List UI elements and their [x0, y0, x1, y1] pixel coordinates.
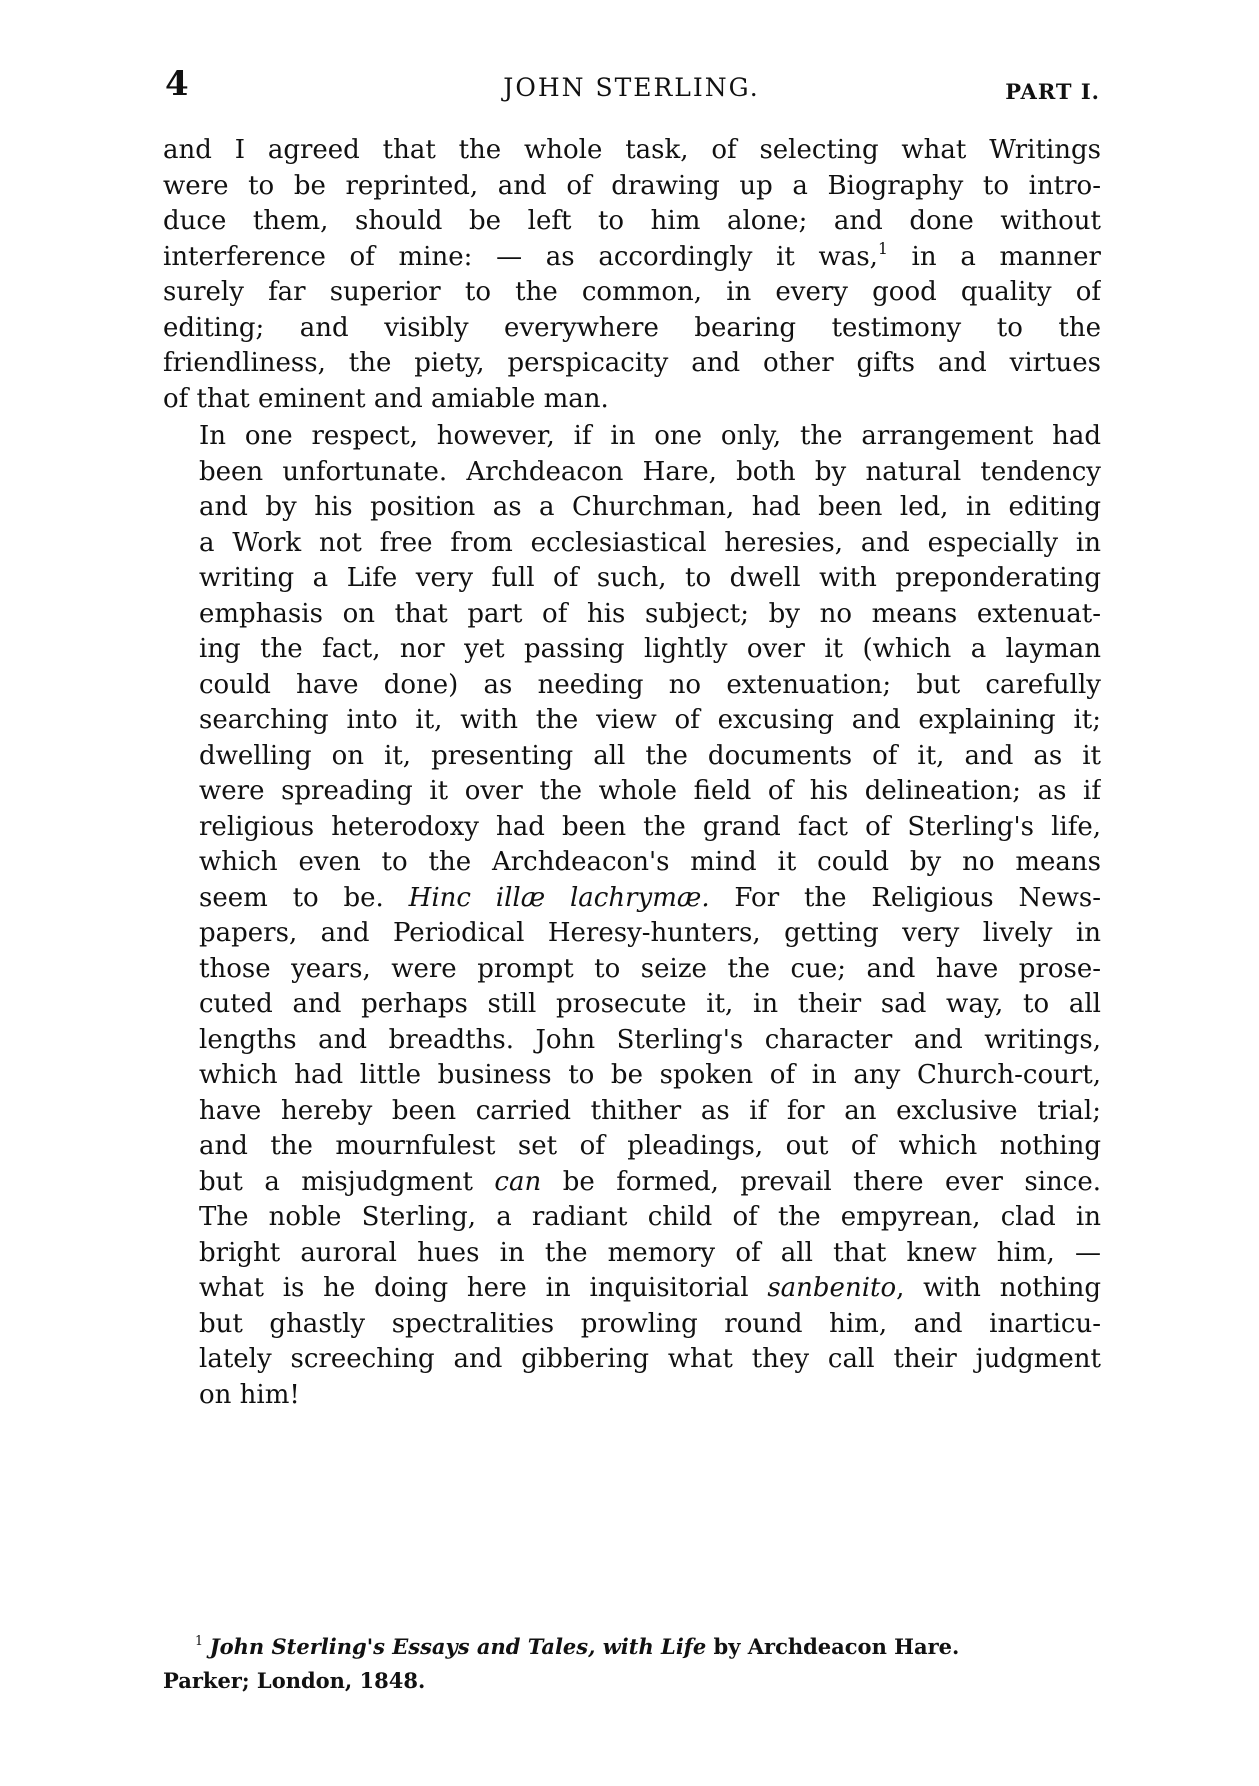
text-line: a Work not free from ecclesiastical heresies, and especially in: [199, 527, 1101, 558]
text-line: have hereby been carried thither as if for an exclusive trial;: [199, 1095, 1101, 1126]
text-line: on him!: [199, 1379, 300, 1410]
text-line: friendliness, the piety, perspicacity and other gifts and virtues: [163, 348, 1101, 378]
text-segment: , with nothing: [896, 1273, 1101, 1303]
text-segment: For the Religious News-: [709, 882, 1101, 913]
text-segment: be formed, prevail there ever since.: [541, 1166, 1101, 1197]
paragraph-2: [163, 419, 1101, 1413]
emphasis: sanbenito: [767, 1273, 897, 1303]
footnote-book-title: John Sterling's Essays and Tales, with Life: [209, 1634, 707, 1659]
footnote-line: Parker; London, 1848.: [163, 1668, 426, 1693]
text-line: [163, 881, 1101, 917]
footnote: [163, 1630, 1101, 1697]
text-line: were spreading it over the whole field of his delineation; as if: [199, 776, 1101, 806]
part-label: PART I.: [1005, 79, 1100, 104]
text-segment: what is he doing here in inquisitorial: [199, 1273, 768, 1303]
text-line: surely far superior to the common, in every good quality of: [163, 277, 1101, 307]
text-line: which even to the Archdeacon's mind it could by no means: [199, 847, 1101, 877]
text-segment: interference of mine: — as accordingly it was,: [163, 241, 878, 272]
text-line: religious heterodoxy had been the grand fact of Sterling's life,: [199, 811, 1101, 842]
paragraph-1: [163, 133, 1101, 417]
text-line: In one respect, however, if in one only, the arrangement had: [199, 421, 1101, 451]
text-line: those years, were prompt to seize the cue; and have prose-: [199, 953, 1101, 984]
text-line: ing the fact, nor yet passing lightly over it (which a layman: [199, 634, 1101, 664]
footnote-author: by Archdeacon Hare.: [706, 1634, 960, 1659]
running-head: [163, 64, 1100, 114]
text-line: [163, 1271, 1101, 1307]
text-line: [163, 1165, 1101, 1201]
emphasis: can: [494, 1166, 542, 1197]
text-line: The noble Sterling, a radiant child of the empyrean, clad in: [199, 1202, 1101, 1232]
footnote-marker: 1: [195, 1633, 204, 1649]
text-line: could have done) as needing no extenuation; but carefully: [199, 669, 1101, 700]
running-title: JOHN STERLING.: [503, 73, 760, 102]
text-line: [163, 240, 1101, 276]
text-line: of that eminent and amiable man.: [163, 383, 609, 414]
text-line: which had little business to be spoken of in any Church-court,: [199, 1060, 1101, 1090]
text-line: and by his position as a Churchman, had been led, in editing: [199, 492, 1101, 522]
text-line: cuted and perhaps still prosecute it, in their sad way, to all: [199, 989, 1101, 1019]
text-line: and the mournfulest set of pleadings, out of which nothing: [199, 1131, 1101, 1161]
text-line: been unfortunate. Archdeacon Hare, both by natural tendency: [199, 456, 1101, 487]
latin-quotation: Hinc illæ lachrymæ.: [408, 882, 710, 913]
text-line: but ghastly spectralities prowling round him, and inarticu-: [199, 1308, 1101, 1339]
text-line: lengths and breadths. John Sterling's character and writings,: [199, 1024, 1101, 1055]
text-line: writing a Life very full of such, to dwell with preponderating: [199, 563, 1101, 593]
text-line: duce them, should be left to him alone; and done without: [163, 206, 1101, 236]
text-line: lately screeching and gibbering what they call their judgment: [199, 1344, 1101, 1374]
text-line: were to be reprinted, and of drawing up a Biography to intro-: [163, 170, 1101, 201]
text-segment: but a misjudgment: [199, 1166, 495, 1197]
text-segment: in a manner: [887, 241, 1101, 272]
text-segment: seem to be.: [199, 882, 409, 913]
text-line: searching into it, with the view of excusing and explaining it;: [199, 705, 1101, 735]
text-line: bright auroral hues in the memory of all that knew him, —: [199, 1237, 1101, 1268]
footnote-line: [163, 1630, 1101, 1664]
footnote-reference: 1: [877, 239, 888, 258]
text-line: editing; and visibly everywhere bearing testimony to the: [163, 312, 1101, 343]
text-line: and I agreed that the whole task, of selecting what Writings: [163, 135, 1101, 165]
text-line: emphasis on that part of his subject; by no means extenuat-: [199, 598, 1101, 629]
text-line: papers, and Periodical Heresy-hunters, getting very lively in: [199, 918, 1101, 948]
text-line: dwelling on it, presenting all the documents of it, and as it: [199, 740, 1101, 771]
page-number: 4: [165, 64, 189, 104]
body-text: [163, 133, 1101, 1413]
